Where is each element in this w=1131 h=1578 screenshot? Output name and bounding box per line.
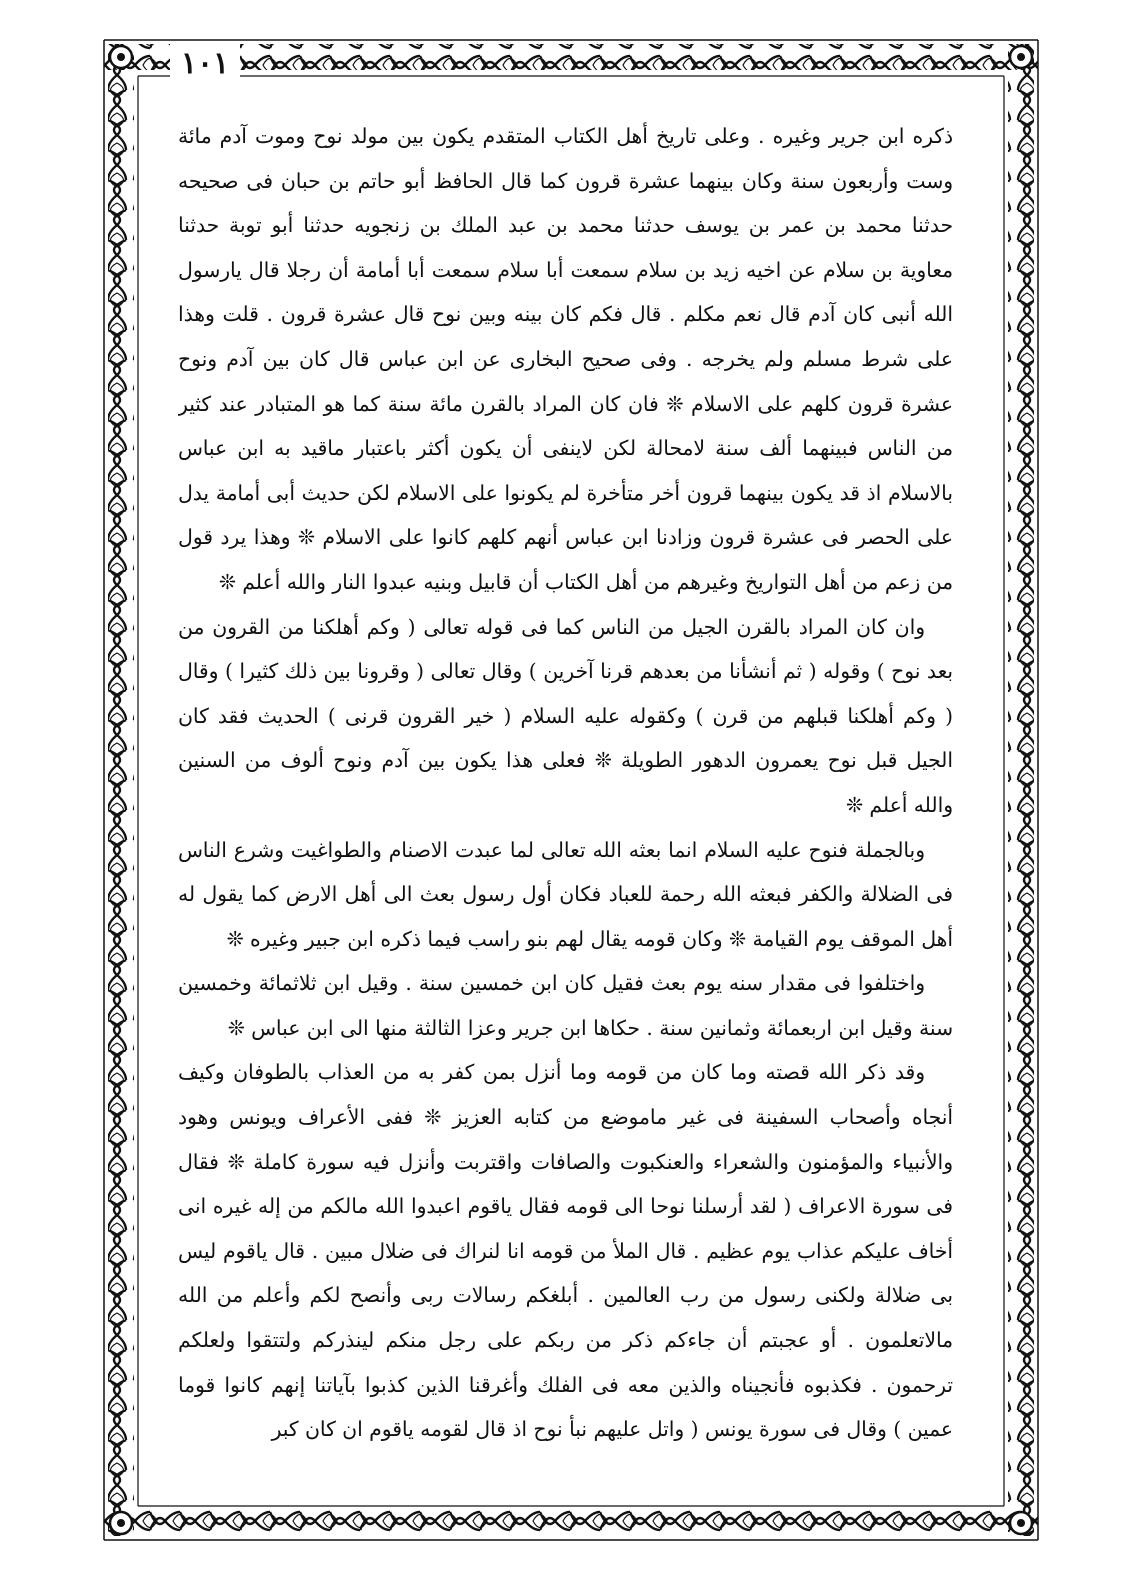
main-text (178, 114, 953, 1454)
paragraph-2: وان كان المراد بالقرن الجيل من الناس كما فى قوله تعالى ( وكم أهلكنا من القرون من بعد نوح ) وقوله ( ثم أنشأنا من بعدهم قرنا آخرين ) وقال تعالى ( وقرونا بين ذلك كثيرا ) وقال ( وكم أهلكنا قبلهم من قرن ) وكقوله عليه السلام ( خير القرون قرنى ) الحديث فقد كان الجيل قبل نوح يعمرون الدهور الطويلة ❊ فعلى هذا يكون بين آدم ونوح ألوف من السنين والله أعلم ❊ (178, 614, 953, 817)
paragraph-3: وبالجملة فنوح عليه السلام انما بعثه الله تعالى لما عبدت الاصنام والطواغيت وشرع الناس فى الضلالة والكفر فبعثه الله رحمة للعباد فكان أول رسول بعث الى أهل الارض كما يقول له أهل الموقف يوم القيامة ❊ وكان قومه يقال لهم بنو راسب فيما ذكره ابن جبير وغيره ❊ (178, 837, 953, 951)
paragraph-4: واختلفوا فى مقدار سنه يوم بعث فقيل كان ابن خمسين سنة . وقيل ابن ثلاثمائة وخمسين سنة وقيل ابن اربعمائة وثمانين سنة . حكاها ابن جرير وعزا الثالثة منها الى ابن عباس ❊ (178, 971, 953, 1040)
border-right (1008, 44, 1034, 1536)
page-number: ١٠١ (170, 44, 240, 84)
border-top (104, 44, 1038, 70)
corner-knot-bottom-left (110, 1512, 132, 1534)
border-bottom (104, 1510, 1038, 1536)
corner-knot-bottom-right (1010, 1512, 1032, 1534)
corner-knot-top-left (110, 46, 132, 68)
paragraph-1: ذكره ابن جرير وغيره . وعلى تاريخ أهل الكتاب المتقدم يكون بين مولد نوح وموت آدم مائة وست وأربعون سنة وكان بينهما عشرة قرون كما قال الحافظ أبو حاتم بن حبان فى صحيحه حدثنا محمد بن عمر بن يوسف حدثنا محمد بن عبد الملك بن زنجويه حدثنا أبو توبة حدثنا معاوية بن سلام عن اخيه زيد بن سلام سمعت أبا سلام سمعت أبا أمامة أن رجلا قال يارسول الله أنبى كان آدم قال نعم مكلم . قال فكم كان بينه وبين نوح قال عشرة قرون . قلت وهذا على شرط مسلم ولم يخرجه . وفى صحيح البخارى عن ابن عباس قال كان بين آدم ونوح عشرة قرون كلهم على الاسلام ❊ فان كان المراد بالقرن مائة سنة كما هو المتبادر عند كثير من الناس فبينهما ألف سنة لامحالة لكن لاينفى أن يكون أكثر باعتبار ماقيد به ابن عباس بالاسلام اذ قد يكون بينهما قرون أخر متأخرة لم يكونوا على الاسلام لكن حديث أبى أمامة يدل على الحصر فى عشرة قرون وزادنا ابن عباس أنهم كلهم كانوا على الاسلام ❊ وهذا يرد قول من زعم من أهل التواريخ وغيرهم من أهل الكتاب أن قابيل وبنيه عبدوا النار والله أعلم ❊ (178, 124, 953, 594)
border-left (108, 44, 134, 1536)
corner-knot-top-right (1010, 46, 1032, 68)
paragraph-5: وقد ذكر الله قصته وما كان من قومه وما أنزل بمن كفر به من العذاب بالطوفان وكيف أنجاه وأصحاب السفينة فى غير ماموضع من كتابه العزيز ❊ ففى الأعراف ويونس وهود والأنبياء والمؤمنون والشعراء والعنكبوت والصافات واقتربت وأنزل فيه سورة كاملة ❊ فقال فى سورة الاعراف ( لقد أرسلنا نوحا الى قومه فقال ياقوم اعبدوا الله مالكم من إله غيره انى أخاف عليكم عذاب يوم عظيم . قال الملأ من قومه انا لنراك فى ضلال مبين . قال ياقوم ليس بى ضلالة ولكنى رسول من رب العالمين . أبلغكم رسالات ربى وأنصح لكم وأعلم من الله مالاتعلمون . أو عجبتم أن جاءكم ذكر من ربكم على رجل منكم لينذركم ولتتقوا ولعلكم ترحمون . فكذبوه فأنجيناه والذين معه فى الفلك وأغرقنا الذين كذبوا بآياتنا إنهم كانوا قوما عمين ) وقال فى سورة يونس ( واتل عليهم نبأ نوح اذ قال لقومه ياقوم ان كان كبر (178, 1060, 953, 1442)
